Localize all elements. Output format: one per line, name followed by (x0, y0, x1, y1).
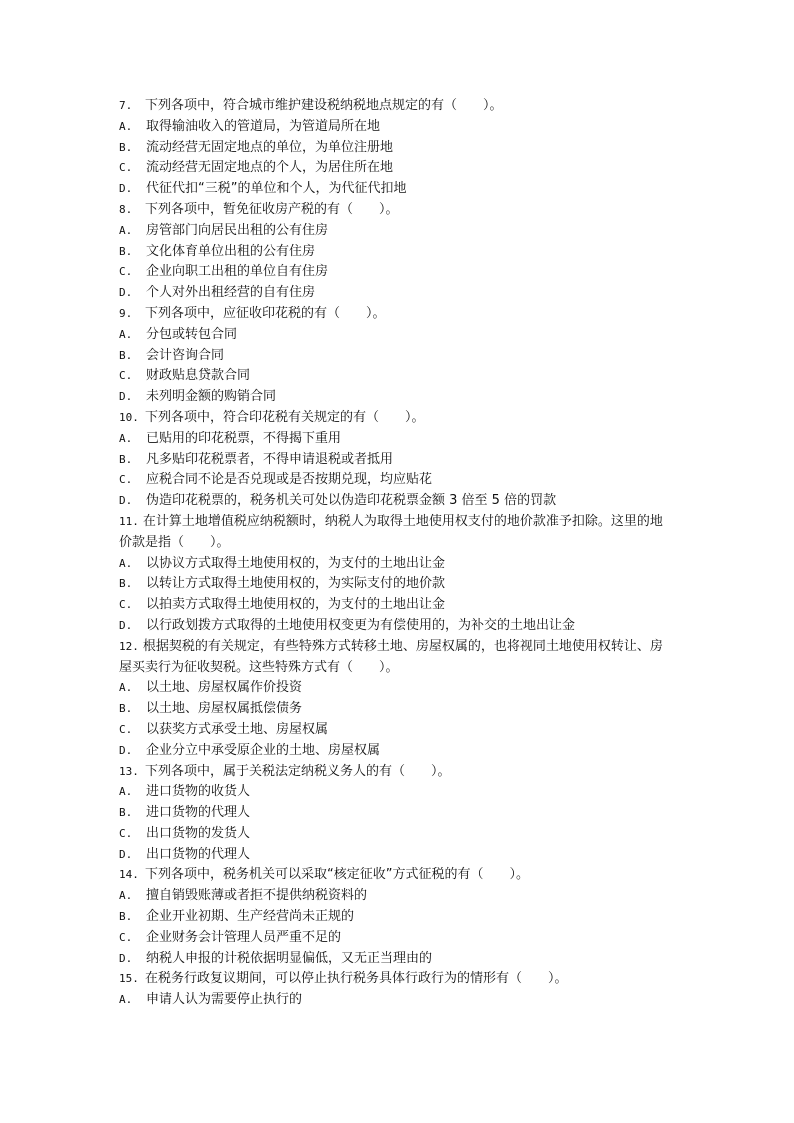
question-number: 12. (119, 639, 139, 653)
question-15 (119, 969, 674, 990)
option-label: D. (119, 286, 133, 300)
option-text: 流动经营无固定地点的单位，为单位注册地 (146, 139, 394, 155)
option-text: 企业开业初期、生产经营尚未正规的 (146, 909, 355, 925)
option-label: C. (119, 265, 133, 279)
option-text: 取得输油收入的管道局，为管道局所在地 (146, 118, 381, 134)
option (119, 221, 674, 242)
question-text: 根据契税的有关规定，有些特殊方式转移土地、房屋权属的，也将视同土地使用权转让、房屋买卖行为征收契税。这些特殊方式有（ ）。 (119, 638, 663, 675)
question-14 (119, 865, 674, 886)
option (119, 782, 674, 803)
question-number: 13. (119, 764, 139, 778)
option (119, 803, 674, 824)
option-text: 以土地、房屋权属作价投资 (146, 680, 303, 696)
option-label: D. (119, 390, 133, 404)
option-text: 应税合同不论是否兑现或是否按期兑现，均应贴花 (146, 472, 433, 488)
question-number: 11. (119, 514, 139, 528)
option-label: A. (119, 785, 133, 799)
option (119, 117, 674, 138)
question-text: 下列各项中，符合城市维护建设税纳税地点规定的有（ ）。 (145, 98, 503, 113)
option-text: 进口货物的收货人 (146, 784, 251, 800)
option (119, 366, 674, 387)
question-10 (119, 408, 674, 429)
option (119, 242, 674, 263)
option-text: 企业财务会计管理人员严重不足的 (146, 929, 342, 945)
option (119, 699, 674, 720)
option-text: 进口货物的代理人 (146, 805, 251, 821)
option-text: 未列明金额的购销合同 (146, 389, 277, 405)
option-text: 以土地、房屋权属抵偿债务 (146, 701, 303, 717)
option-label: A. (119, 681, 133, 695)
option-label: C. (119, 369, 133, 383)
question-number: 9. (119, 306, 133, 320)
option-label: A. (119, 993, 133, 1007)
question-text: 下列各项中，暂免征收房产税的有（ ）。 (145, 201, 399, 217)
option-text: 企业分立中承受原企业的土地、房屋权属 (146, 742, 381, 758)
option-text: 纳税人申报的计税依据明显偏低，又无正当理由的 (146, 950, 433, 966)
option-label: D. (119, 494, 133, 508)
option-label: B. (119, 348, 133, 362)
option-text: 文化体育单位出租的公有住房 (146, 243, 316, 259)
option (119, 179, 674, 200)
option-label: A. (119, 119, 133, 133)
option-text: 擅自销毁账薄或者拒不提供纳税资料的 (146, 888, 368, 904)
option (119, 845, 674, 866)
option-label: A. (119, 431, 133, 445)
option (119, 554, 674, 575)
option-text: 会计咨询合同 (146, 347, 225, 363)
option-label: A. (119, 556, 133, 570)
option (119, 741, 674, 762)
option-text: 房管部门向居民出租的公有住房 (146, 222, 329, 238)
option-label: C. (119, 930, 133, 944)
option-label: B. (119, 140, 133, 154)
option-label: B. (119, 452, 133, 466)
question-text: 下列各项中，应征收印花税的有（ ）。 (145, 305, 386, 321)
option (119, 262, 674, 283)
option-text: 出口货物的代理人 (146, 846, 251, 862)
option-label: C. (119, 598, 133, 612)
option-text: 已贴用的印花税票，不得揭下重用 (146, 430, 342, 446)
option-label: B. (119, 806, 133, 820)
option-text: 以获奖方式承受土地、房屋权属 (146, 721, 329, 737)
option-label: B. (119, 577, 133, 591)
option (119, 387, 674, 408)
question-number: 10. (119, 410, 139, 424)
option-label: B. (119, 702, 133, 716)
option (119, 574, 674, 595)
option (119, 990, 674, 1011)
question-number: 15. (119, 972, 139, 986)
option-label: A. (119, 889, 133, 903)
option-label: A. (119, 327, 133, 341)
option (119, 450, 674, 471)
option-label: D. (119, 618, 133, 632)
option-label: B. (119, 244, 133, 258)
question-text: 下列各项中，税务机关可以采取“核定征收”方式征税的有（ ）。 (145, 867, 529, 883)
option (119, 325, 674, 346)
option (119, 470, 674, 491)
option-text: 凡多贴印花税票者，不得申请退税或者抵用 (146, 451, 394, 467)
option-text: 代征代扣“三税”的单位和个人，为代征代扣地 (146, 181, 407, 197)
option (119, 158, 674, 179)
option (119, 283, 674, 304)
option (119, 949, 674, 970)
document-body (119, 96, 674, 1011)
option (119, 346, 674, 367)
option (119, 678, 674, 699)
option-text: 以行政划拨方式取得的土地使用权变更为有偿使用的，为补交的土地出让金 (146, 617, 576, 633)
option (119, 595, 674, 616)
question-text: 在计算土地增值税应纳税额时，纳税人为取得土地使用权支付的地价款准予扣除。这里的地价款是指（ ）。 (119, 513, 663, 550)
option (119, 720, 674, 741)
option-label: C. (119, 722, 133, 736)
option-text: 财政贴息贷款合同 (146, 368, 251, 384)
option-label: C. (119, 826, 133, 840)
option-label: C. (119, 161, 133, 175)
option-label: D. (119, 847, 133, 861)
option-text: 以协议方式取得土地使用权的，为支付的土地出让金 (146, 555, 446, 571)
question-number: 14. (119, 868, 139, 882)
question-number: 8. (119, 202, 133, 216)
option-text: 申请人认为需要停止执行的 (146, 992, 303, 1008)
option-text: 以转让方式取得土地使用权的，为实际支付的地价款 (146, 576, 446, 592)
option-text: 分包或转包合同 (146, 326, 238, 342)
option-label: D. (119, 951, 133, 965)
option-label: A. (119, 223, 133, 237)
question-7 (119, 96, 674, 117)
question-text: 下列各项中，属于关税法定纳税义务人的有（ ）。 (145, 763, 451, 779)
option-label: D. (119, 743, 133, 757)
question-13 (119, 762, 674, 783)
option (119, 616, 674, 637)
option (119, 928, 674, 949)
option-label: B. (119, 910, 133, 924)
question-9 (119, 304, 674, 325)
question-text: 在税务行政复议期间，可以停止执行税务具体行政行为的情形有（ ）。 (145, 971, 568, 987)
option-text: 以拍卖方式取得土地使用权的，为支付的土地出让金 (146, 597, 446, 613)
option (119, 824, 674, 845)
question-11 (119, 512, 674, 554)
option-label: C. (119, 473, 133, 487)
option-text: 出口货物的发货人 (146, 825, 251, 841)
option (119, 907, 674, 928)
question-number: 7. (119, 99, 133, 112)
option (119, 138, 674, 159)
question-8 (119, 200, 674, 221)
option (119, 491, 674, 512)
option-text: 企业向职工出租的单位自有住房 (146, 264, 329, 280)
option-text: 伪造印花税票的，税务机关可处以伪造印花税票金额 3 倍至 5 倍的罚款 (146, 493, 557, 509)
question-text: 下列各项中，符合印花税有关规定的有（ ）。 (145, 409, 425, 425)
option-text: 流动经营无固定地点的个人，为居住所在地 (146, 160, 394, 176)
option-label: D. (119, 182, 133, 196)
option (119, 429, 674, 450)
option (119, 886, 674, 907)
option-text: 个人对外出租经营的自有住房 (146, 285, 316, 301)
question-12 (119, 637, 674, 679)
